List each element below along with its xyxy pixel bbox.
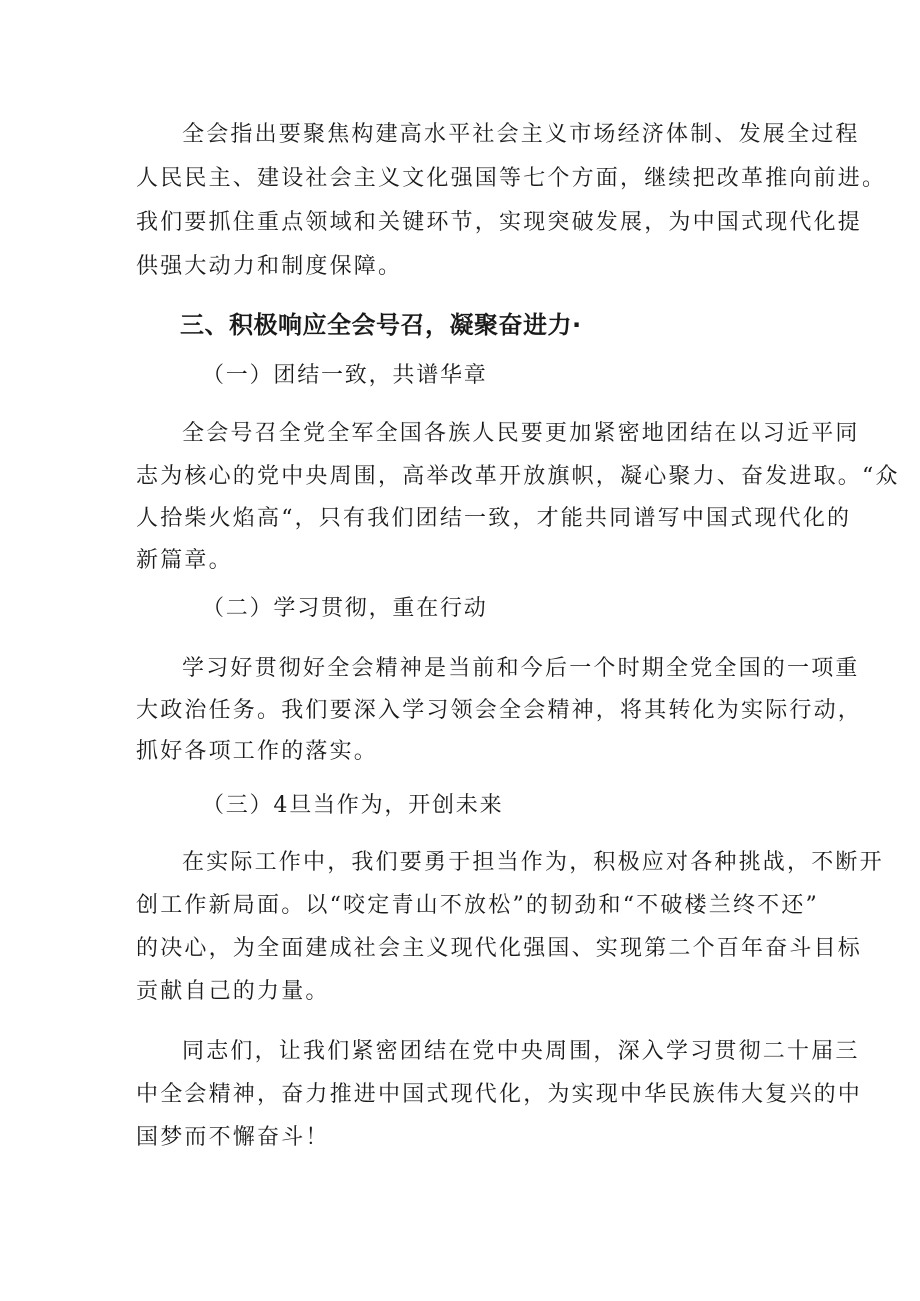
paragraph-line: 学习好贯彻好全会精神是当前和今后一个时期全党全国的一项重 xyxy=(182,656,860,681)
paragraph-line: 志为核心的党中央周围，高举改革开放旗帜，凝心聚力、奋发进取。“众 xyxy=(136,464,900,489)
paragraph-line: 抓好各项工作的落实。 xyxy=(136,739,379,764)
paragraph-line: 大政治任务。我们要深入学习领会全会精神，将其转化为实际行动， xyxy=(136,698,863,723)
subsection-heading: （二）学习贯彻，重在行动 xyxy=(202,596,488,621)
paragraph-line: 我们要抓住重点领域和关键环节，实现突破发展，为中国式现代化提 xyxy=(136,210,863,235)
paragraph-line: 同志们，让我们紧密团结在党中央周围，深入学习贯彻二十届三 xyxy=(182,1039,860,1064)
paragraph-line: 中全会精神，奋力推进中国式现代化，为实现中华民族伟大复兴的中 xyxy=(136,1082,863,1107)
paragraph-line: 人民民主、建设社会主义文化强国等七个方面，继续把改革推向前进。 xyxy=(136,166,887,191)
subsection-heading: （一）团结一致，共谱华章 xyxy=(202,363,488,388)
section-heading: 三、积极响应全会号召，凝聚奋进力· xyxy=(180,311,582,339)
paragraph-line: 人拾柴火焰高“，只有我们团结一致，才能共同谱写中国式现代化的 xyxy=(136,506,852,531)
paragraph-line: 国梦而不懈奋斗！ xyxy=(136,1125,330,1150)
paragraph-line: 的决心，为全面建成社会主义现代化强国、实现第二个百年奋斗目标 xyxy=(136,936,863,961)
subsection-heading: （三）4旦当作为，开创未来 xyxy=(202,793,504,818)
paragraph-line: 新篇章。 xyxy=(136,548,233,573)
paragraph-line: 全会号召全党全军全国各族人民要更加紧密地团结在以习近平同 xyxy=(182,421,860,446)
paragraph-line: 在实际工作中，我们要勇于担当作为，积极应对各种挑战，不断开 xyxy=(182,850,884,875)
paragraph-line: 创工作新局面。以“咬定青山不放松”的韧劲和“不破楼兰终不还” xyxy=(136,893,819,918)
paragraph-line: 供强大动力和制度保障。 xyxy=(136,254,403,279)
paragraph-line: 全会指出要聚焦构建高水平社会主义市场经济体制、发展全过程 xyxy=(182,122,860,147)
paragraph-line: 贡献自己的力量。 xyxy=(136,979,330,1004)
